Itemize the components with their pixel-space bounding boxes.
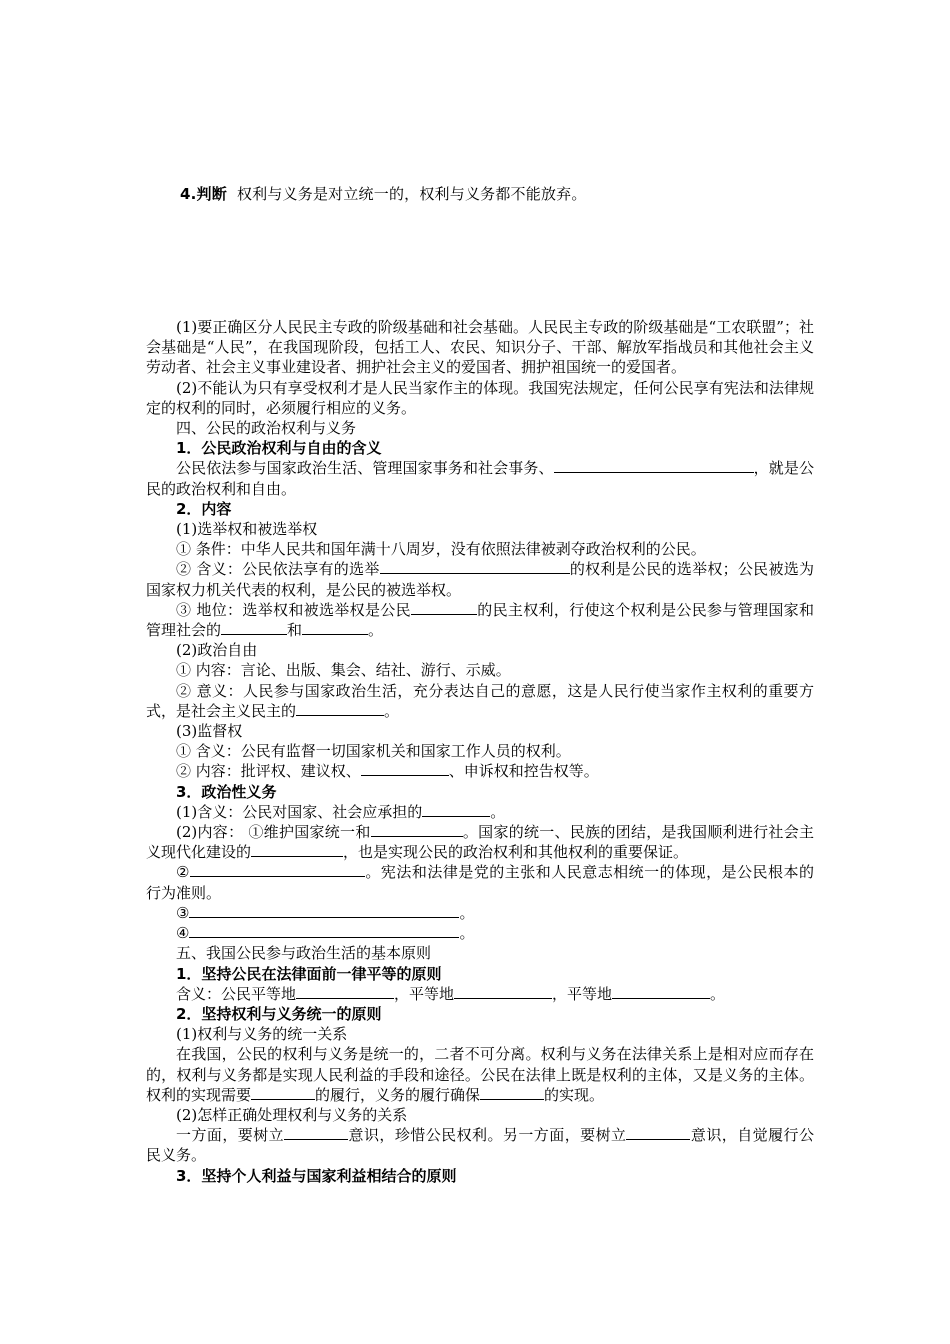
judgment-statement: 权利与义务是对立统一的，权利与义务都不能放弃。 [236, 185, 587, 203]
fill-blank[interactable] [296, 701, 384, 716]
fill-blank[interactable] [480, 1085, 544, 1100]
fill-blank[interactable] [221, 620, 287, 635]
paragraph-unity: 在我国，公民的权利与义务是统一的，二者不可分离。权利与义务在法律关系上是相对应而存在的，权利与义务都是实现人民利益的手段和途径。公民在法律上既是权利的主体，又是义务的主体。权利的实现需要 的履行，义务的履行确保 的实现。 [146, 1045, 814, 1104]
item-supervision: (3)监督权 [176, 722, 243, 741]
item-duty-3: ③ 。 [176, 903, 475, 922]
subheading-5-2: 2．坚持权利与义务统一的原则 [176, 1004, 382, 1023]
notes-body [146, 317, 814, 1186]
subheading-5-3: 3．坚持个人利益与国家利益相结合的原则 [176, 1166, 457, 1185]
fill-blank[interactable] [189, 923, 459, 938]
item-status: ③ 地位：选举权和被选举权是公民 的民主权利，行使这个权利是公民参与管理国家和管理社会的 和 。 [146, 600, 814, 640]
item-supervision-meaning: ① 含义：公民有监督一切国家机关和国家工作人员的权利。 [176, 742, 571, 761]
item-condition: ① 条件：中华人民共和国年满十八周岁，没有依照法律被剥夺政治权利的公民。 [176, 540, 706, 559]
fill-blank[interactable] [189, 903, 459, 918]
fill-blank[interactable] [626, 1125, 690, 1140]
item-unity-relation: (1)权利与义务的统一关系 [176, 1025, 348, 1044]
fill-blank[interactable] [361, 761, 449, 776]
item-political-freedom: (2)政治自由 [176, 641, 258, 660]
fill-blank[interactable] [302, 620, 368, 635]
fill-blank[interactable] [284, 1125, 348, 1140]
fill-blank[interactable] [454, 984, 552, 999]
item-handle-relation: (2)怎样正确处理权利与义务的关系 [176, 1105, 408, 1124]
paragraph-4-1: 公民依法参与国家政治生活、管理国家事务和社会事务、 ，就是公民的政治权利和自由。 [146, 459, 814, 498]
subheading-4-3: 3．政治性义务 [176, 782, 277, 801]
item-meaning: ② 含义：公民依法享有的选举 的权利是公民的选举权；公民被选为国家权力机关代表的权利，是公民的被选举权。 [146, 560, 814, 599]
section-heading-5: 五、我国公民参与政治生活的基本原则 [176, 944, 432, 963]
fill-blank[interactable] [554, 458, 754, 473]
fill-blank[interactable] [251, 1085, 315, 1100]
fill-blank[interactable] [380, 559, 570, 574]
item-election-rights: (1)选举权和被选举权 [176, 520, 318, 539]
note-paragraph-2: (2)不能认为只有享受权利才是人民当家作主的体现。我国宪法规定，任何公民享有宪法和法律规定的权利的同时，必须履行相应的义务。 [146, 378, 814, 417]
item-duty-meaning: (1)含义：公民对国家、社会应承担的 。 [176, 802, 506, 821]
section-heading-4: 四、公民的政治权利与义务 [176, 419, 357, 438]
item-supervision-content: ② 内容：批评权、建议权、 、申诉权和控告权等。 [176, 762, 599, 781]
judgment-label: 4.判断 [180, 185, 227, 203]
item-duty-4: ④ 。 [176, 924, 475, 943]
item-duty-content: (2)内容： ①维护国家统一和 。国家的统一、民族的团结，是我国顺利进行社会主义现代化建设的 ，也是实现公民的政治权利和其他权利的重要保证。 [146, 823, 814, 862]
paragraph-handle: 一方面，要树立 意识，珍惜公民权利。另一方面，要树立 意识，自觉履行公民义务。 [146, 1126, 814, 1165]
fill-blank[interactable] [251, 842, 343, 857]
item-freedom-significance: ② 意义：人民参与国家政治生活，充分表达自己的意愿，这是人民行使当家作主权利的重要方式，是社会主义民主的 。 [146, 681, 814, 720]
subheading-4-1: 1．公民政治权利与自由的含义 [176, 439, 382, 458]
fill-blank[interactable] [371, 822, 463, 837]
item-equality-meaning: 含义：公民平等地 ，平等地 ，平等地 。 [176, 984, 726, 1003]
item-duty-2: ② 。宪法和法律是党的主张和人民意志相统一的体现，是公民根本的行为准则。 [146, 863, 814, 902]
fill-blank[interactable] [411, 600, 477, 615]
fill-blank[interactable] [612, 984, 710, 999]
note-paragraph-1: (1)要正确区分人民民主专政的阶级基础和社会基础。人民民主专政的阶级基础是“工农联盟”；社会基础是“人民”，在我国现阶段，包括工人、农民、知识分子、干部、解放军指战员和其他社会主义劳动者、社会主义事业建设者、拥护社会主义的爱国者、拥护祖国统一的爱国者。 [146, 318, 814, 377]
fill-blank[interactable] [190, 862, 365, 877]
subheading-4-2: 2．内容 [176, 499, 232, 518]
subheading-5-1: 1．坚持公民在法律面前一律平等的原则 [176, 964, 442, 983]
item-freedom-content: ① 内容：言论、出版、集会、结社、游行、示威。 [176, 661, 511, 680]
fill-blank[interactable] [422, 802, 490, 817]
judgment-line [180, 183, 587, 204]
fill-blank[interactable] [296, 984, 394, 999]
